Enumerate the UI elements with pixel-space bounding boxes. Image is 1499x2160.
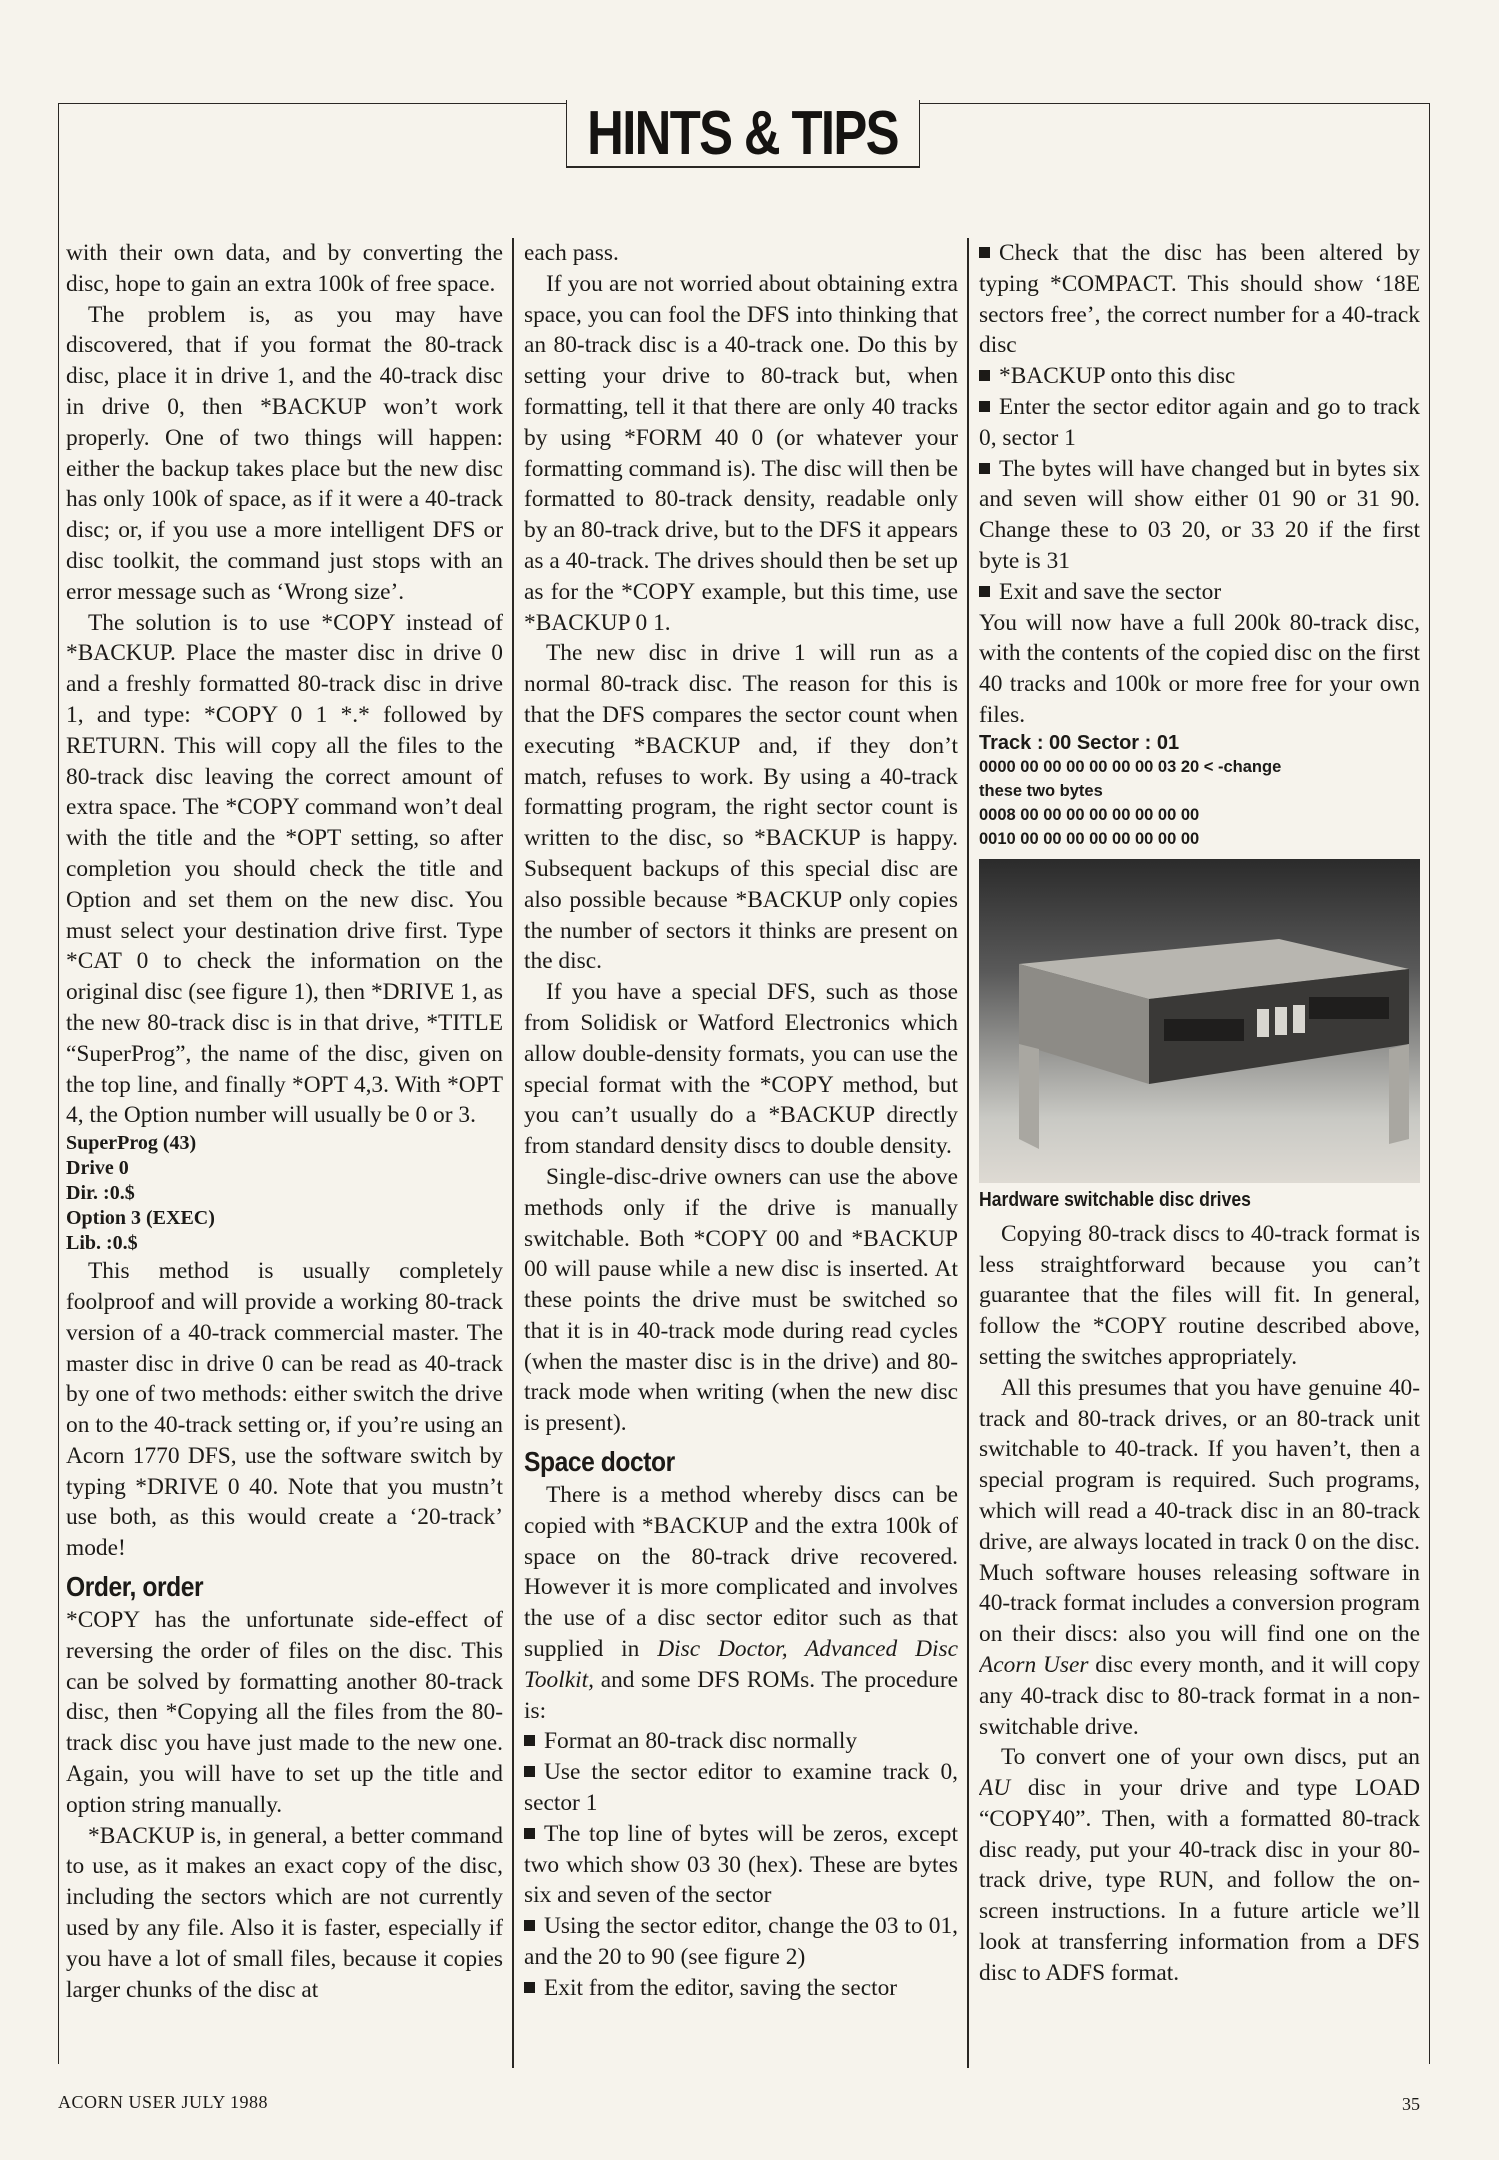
paragraph: This method is usually completely foolproof and will provide a working 80-track version of a 40-track commercial master. The master disc in drive 0 can be read as 40-track by one of two methods: either switch the drive on to the 40-track setting or, if you’re using an Acorn 1770 DFS, use the software switch by typing *DRIVE 0 40. Note that you mustn’t use both, as this would create a ‘20-track’ mode! xyxy=(66,1258,503,1562)
bullet-text: Check that the disc has been altered by typing *COMPACT. This should show ‘18E sectors free’, the correct number for a 40-track disc xyxy=(979,240,1420,359)
figure-line: 0000 00 00 00 00 00 00 03 20 < -change xyxy=(979,757,1282,776)
bullet-text: The bytes will have changed but in bytes six and seven will show either 01 90 or 31 90. Change these to 03 20, or 33 20 if the first byte is 31 xyxy=(979,455,1420,574)
paragraph: *COPY has the unfortunate side-effect of reversing the order of files on the disc. This can be solved by formatting another 80-track disc, then *Copying all the files from the 80-track disc you have just made to the new one. Again, you will have to set up the title and option string manually. xyxy=(66,1607,503,1818)
bullet-item xyxy=(979,238,1420,361)
paragraph xyxy=(979,1373,1420,1743)
disc-drive-illustration xyxy=(979,859,1420,1183)
figure-line: Option 3 (EXEC) xyxy=(66,1207,215,1230)
square-bullet-icon xyxy=(524,1766,535,1777)
bullet-item xyxy=(979,454,1420,577)
column-3 xyxy=(979,238,1420,2072)
figure-line: Drive 0 xyxy=(66,1157,129,1180)
bullet-text: Using the sector editor, change the 03 to 01, and the 20 to 90 (see figure 2) xyxy=(524,1913,958,1971)
bullet-text: Format an 80-track disc normally xyxy=(544,1728,858,1755)
square-bullet-icon xyxy=(979,463,990,474)
bullet-item xyxy=(524,1757,958,1819)
bullet-item xyxy=(524,1819,958,1911)
paragraph: If you are not worried about obtaining extra space, you can fool the DFS into thinking that an 80-track disc is a 40-track one. Do this by setting your drive to 80-track but, when formatting, tell it that there are only 40 tracks by using *FORM 40 0 (or whatever your formatting command is). The disc will then be formatted to 80-track density, readable only by an 80-track drive, but to the DFS it appears as a 40-track. The drives should then be set up as for the *COPY example, but this time, use *BACKUP 0 1. xyxy=(524,270,958,636)
text-run: To convert one of your own discs, put an xyxy=(1001,1744,1420,1771)
bullet-text: The top line of bytes will be zeros, except two which show 03 30 (hex). These are bytes six and seven of the sector xyxy=(524,1820,958,1909)
paragraph: Single-disc-drive owners can use the above methods only if the drive is manually switchable. Both *COPY 00 and *BACKUP 00 will pause while a new disc is inserted. At these points the drive must be switched so that it is in 40-track mode during read cycles (when the master disc is in the drive) and 80-track mode when writing (when the new disc is present). xyxy=(524,1163,958,1437)
bullet-item xyxy=(524,1726,958,1757)
column-2 xyxy=(524,238,958,2072)
text-run: There is a method whereby discs can be copied with *BACKUP and the extra 100k of space on the 80-track drive recovered. However it is more complicated and involves the use of a disc sector editor such as that supplied in xyxy=(524,1482,958,1663)
paragraph: The new disc in drive 1 will run as a normal 80-track disc. The reason for this is that the DFS compares the sector count when executing *BACKUP and, if they don’t match, refuses to work. By using a 40-track formatting program, the right sector count is written to the disc, so *BACKUP is happy. Subsequent backups of this special disc are also possible because *BACKUP only copies the number of sectors it thinks are present on the disc. xyxy=(524,640,958,975)
column-rule xyxy=(512,238,514,2068)
text-run: and some DFS ROMs. The procedure is: xyxy=(524,1666,958,1724)
paragraph: Copying 80-track discs to 40-track format is less straightforward because you can’t guarantee that the files will fit. In general, follow the *COPY routine described above, setting the switches appropriately. xyxy=(979,1220,1420,1370)
bullet-text: Enter the sector editor again and go to track 0, sector 1 xyxy=(979,393,1420,451)
square-bullet-icon xyxy=(524,1735,535,1746)
square-bullet-icon xyxy=(524,1828,535,1839)
figure-1-listing xyxy=(66,1131,503,1256)
subheading: Space doctor xyxy=(524,1446,675,1478)
bullet-text: Exit from the editor, saving the sector xyxy=(544,1974,898,2001)
square-bullet-icon xyxy=(979,370,990,381)
figure-2-sector-dump xyxy=(979,731,1420,851)
paragraph xyxy=(979,1742,1420,1988)
figure-line: these two bytes xyxy=(979,781,1103,800)
figure-line: Lib. :0.$ xyxy=(66,1232,138,1255)
bullet-item xyxy=(979,361,1420,392)
column-1 xyxy=(66,238,503,2072)
column-rule xyxy=(967,238,969,2068)
subheading: Order, order xyxy=(66,1571,204,1603)
text-run: All this presumes that you have genuine 40-track and 80-track drives, or an 80-track unit switchable to 40-track. If you haven’t, then a special program is required. Such programs, which will read a 40-track disc in an 80-track drive, are always located in track 0 on the disc. Much software houses releasing software in 40-track format includes a conversion program on their discs: also you will find one on the xyxy=(979,1374,1420,1648)
text-run-italic: Disc Doctor, Advanced Disc Toolkit, xyxy=(524,1636,958,1693)
section-title: HINTS & TIPS xyxy=(587,98,899,168)
bullet-item xyxy=(524,1911,958,1973)
text-run: disc in your drive and type LOAD “COPY40”. Then, with a formatted 80-track disc ready, put your 40-track disc in your 80-track drive, type RUN, and follow the on-screen instructions. In a future article we’ll look at transferring information from a DFS disc to ADFS format. xyxy=(979,1775,1420,1986)
square-bullet-icon xyxy=(524,1920,535,1931)
paragraph: You will now have a full 200k 80-track disc, with the contents of the copied disc on the first 40 tracks and 100k or more free for your own files. xyxy=(979,609,1420,728)
square-bullet-icon xyxy=(979,247,990,258)
paragraph: each pass. xyxy=(524,240,619,266)
paragraph: If you have a special DFS, such as those from Solidisk or Watford Electronics which allow double-density formats, you can use the special format with the *COPY method, but you can’t usually do a *BACKUP directly from standard density discs to double density. xyxy=(524,979,958,1160)
paragraph: with their own data, and by converting the disc, hope to gain an extra 100k of free space. xyxy=(66,240,503,297)
publication-footer: ACORN USER JULY 1988 xyxy=(58,2092,269,2112)
figure-line: Track : 00 Sector : 01 xyxy=(979,731,1180,754)
text-run-italic: AU xyxy=(979,1775,1011,1802)
paragraph: The solution is to use *COPY instead of *BACKUP. Place the master disc in drive 0 and a freshly formatted 80-track disc in drive 1, and type: *COPY 0 1 *.* followed by RETURN. This will copy all the files to the 80-track disc leaving the correct amount of extra space. The *COPY command won’t deal with the title and the *OPT setting, so after completion you should check the title and Option and set them on the new disc. You must select your destination drive first. Type *CAT 0 to check the information on the original disc (see figure 1), then *DRIVE 1, as the new 80-track disc is in that drive, *TITLE “SuperProg”, the name of the disc, given on the top line, and finally *OPT 4,3. With *OPT 4, the Option number will usually be 0 or 3. xyxy=(66,609,503,1129)
bullet-text: Exit and save the sector xyxy=(999,578,1222,605)
paragraph: The problem is, as you may have discovered, that if you format the 80-track disc, place it in drive 1, and the 40-track disc in drive 0, then *BACKUP won’t work properly. One of two things will happen: either the backup takes place but the new disc has only 100k of space, as if it were a 40-track disc; or, if you use a more intelligent DFS or disc toolkit, the command just stops with an error message such as ‘Wrong size’. xyxy=(66,301,503,605)
bullet-text: Use the sector editor to examine track 0, sector 1 xyxy=(524,1759,958,1817)
text-run-italic: Acorn User xyxy=(979,1651,1089,1678)
square-bullet-icon xyxy=(979,586,990,597)
bullet-item xyxy=(979,577,1420,608)
bullet-text: *BACKUP onto this disc xyxy=(999,363,1236,390)
disc-drive-photo xyxy=(979,859,1420,1183)
figure-line: 0010 00 00 00 00 00 00 00 00 xyxy=(979,829,1200,848)
figure-line: Dir. :0.$ xyxy=(66,1182,135,1205)
bullet-item xyxy=(524,1973,958,2004)
figure-line: 0008 00 00 00 00 00 00 00 00 xyxy=(979,805,1200,824)
text-run: disc every month, and it will copy any 40-track disc to 80-track format in a non-switchable drive. xyxy=(979,1651,1420,1740)
paragraph: *BACKUP is, in general, a better command to use, as it makes an exact copy of the disc, including the sectors which are not currently used by any file. Also it is faster, especially if you have a lot of small files, because it copies larger chunks of the disc at xyxy=(66,1822,503,2003)
page-number: 35 xyxy=(1402,2094,1420,2114)
photo-caption: Hardware switchable disc drives xyxy=(979,1188,1251,1211)
square-bullet-icon xyxy=(979,401,990,412)
figure-line: SuperProg (43) xyxy=(66,1132,197,1155)
bullet-item xyxy=(979,392,1420,454)
section-header xyxy=(566,100,920,168)
paragraph xyxy=(524,1480,958,1726)
square-bullet-icon xyxy=(524,1982,535,1993)
